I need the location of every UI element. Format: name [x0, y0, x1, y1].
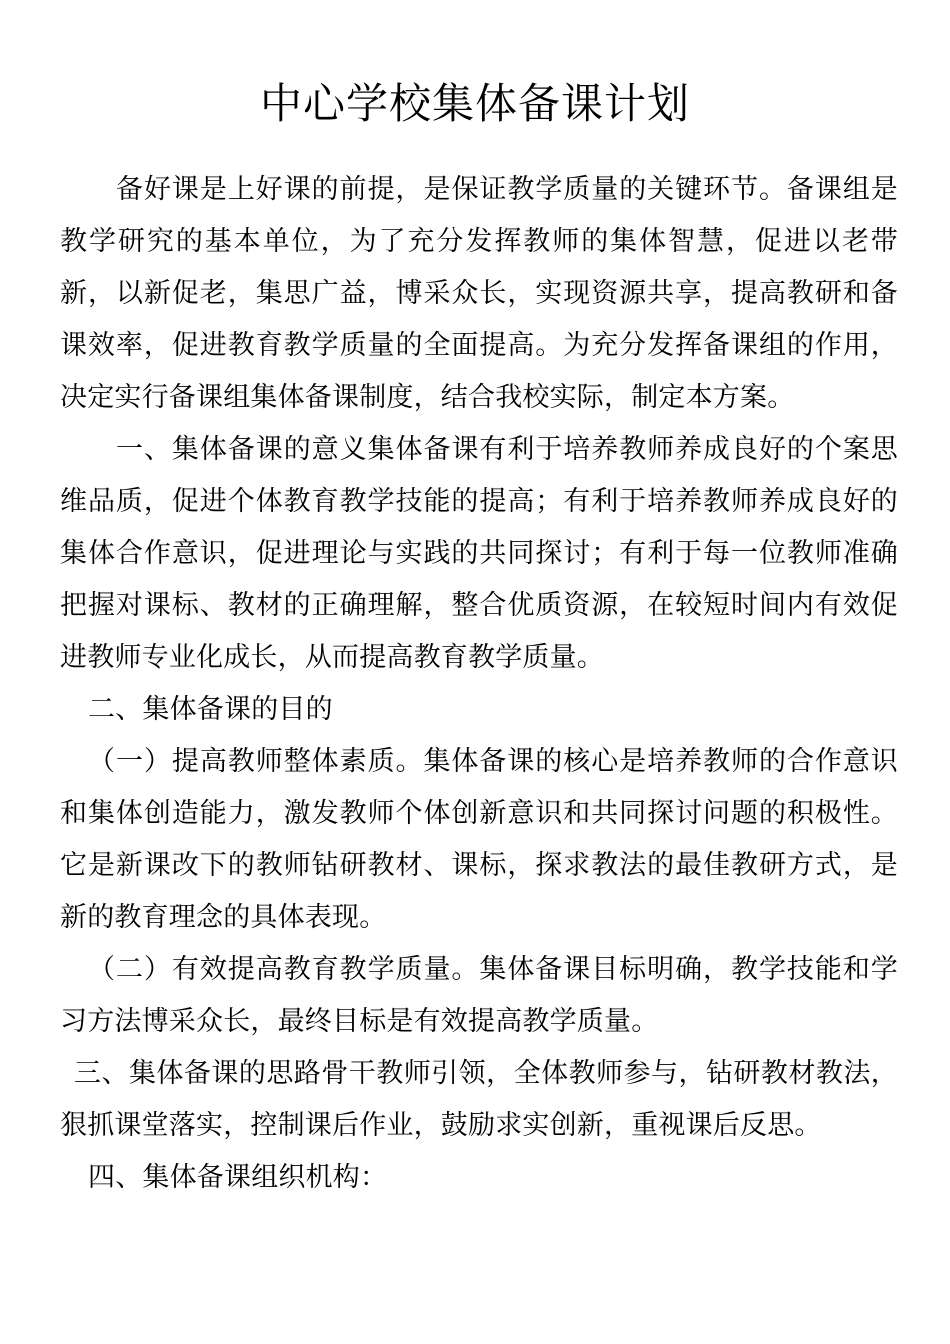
section-2-item-2-paragraph: （二）有效提高教育教学质量。集体备课目标明确，教学技能和学习方法博采众长，最终目标是有效提高教学质量。	[60, 954, 898, 1037]
section-3-paragraph: 三、集体备课的思路骨干教师引领，全体教师参与，钻研教材教法，狠抓课堂落实，控制课后作业，鼓励求实创新，重视课后反思。	[60, 1058, 898, 1141]
document-title: 中心学校集体备课计划	[259, 79, 690, 128]
section-2-heading: 二、集体备课的目的	[88, 694, 333, 725]
document-body	[60, 164, 898, 1204]
intro-paragraph: 备好课是上好课的前提，是保证教学质量的关键环节。备课组是教学研究的基本单位，为了充分发挥教师的集体智慧，促进以老带新，以新促老，集思广益，博采众长，实现资源共享，提高教研和备课效率，促进教育教学质量的全面提高。为充分发挥备课组的作用，决定实行备课组集体备课制度，结合我校实际，制定本方案。	[60, 174, 898, 413]
section-2-item-1-paragraph: （一）提高教师整体素质。集体备课的核心是培养教师的合作意识和集体创造能力，激发教师个体创新意识和共同探讨问题的积极性。它是新课改下的教师钻研教材、课标，探求教法的最佳教研方式，是新的教育理念的具体表现。	[60, 746, 898, 933]
section-1-paragraph: 一、集体备课的意义集体备课有利于培养教师养成良好的个案思维品质，促进个体教育教学技能的提高；有利于培养教师养成良好的集体合作意识，促进理论与实践的共同探讨；有利于每一位教师准确把握对课标、教材的正确理解，整合优质资源，在较短时间内有效促进教师专业化成长，从而提高教育教学质量。	[60, 434, 898, 673]
section-4-heading: 四、集体备课组织机构：	[88, 1162, 388, 1193]
